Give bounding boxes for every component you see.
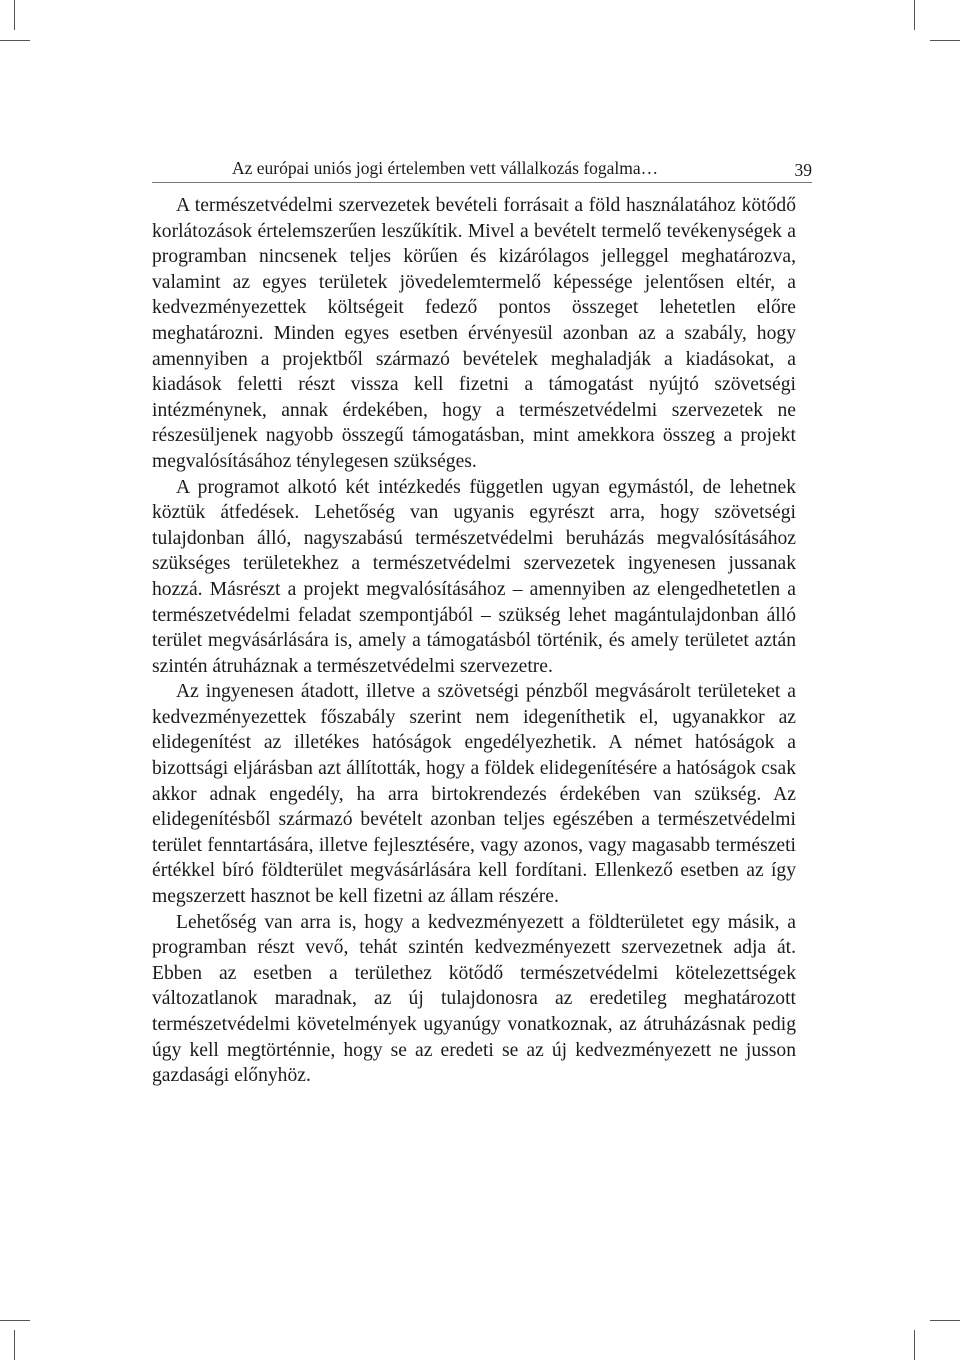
body-text [152, 193, 796, 1089]
paragraph: A természetvédelmi szervezetek bevételi forrásait a föld használatához kötődő korlátozások értelemszerűen leszűkítik. Mivel a bevételt termelő tevékenységek a programban nincsenek teljes körűen és kizárólagos jelleggel meghatározva, valamint az egyes területek jövedelemtermelő képessége jelentősen eltér, a kedvezményezettek költségeit fedező pontos összeget lehetetlen előre meghatározni. Minden egyes esetben érvényesül azonban az a szabály, hogy amennyiben a projektből származó bevételek meghaladják a kiadásokat, a kiadások feletti részt vissza kell fizetni a támogatást nyújtó szövetségi intézménynek, annak érdekében, hogy a természetvédelmi szervezetek ne részesüljenek nagyobb összegű támogatásban, mint amekkora összeg a projekt megvalósításához ténylegesen szükséges. [152, 195, 796, 472]
paragraph: A programot alkotó két intézkedés független ugyan egymástól, de lehetnek köztük átfedések. Lehetőség van ugyanis egyrészt arra, hogy szövetségi tulajdonban álló, nagyszabású természetvédelmi beruházás megvalósításához szükséges területekhez a természetvédelmi szervezetek ingyenesen jussanak hozzá. Másrészt a projekt megvalósításához – amennyiben az elengedhetetlen a természetvédelmi feladat szempontjából – szükség lehet magántulajdonban álló terület megvásárlására is, amely a támogatásból történik, és amely területet aztán szintén átruháznak a természetvédelmi szervezetre. [152, 476, 796, 677]
paragraph: Lehetőség van arra is, hogy a kedvezményezett a földterületet egy másik, a programban részt vevő, tehát szintén kedvezményezett szervezetnek adja át. Ebben az esetben a területhez kötődő természetvédelmi kötelezettségek változatlanok maradnak, az új tulajdonosra az eredetileg meghatározott természetvédelmi követelmények ugyanúgy vonatkoznak, az átruházásnak pedig úgy kell megtörténnie, hogy se az eredeti se az új kedvezményezett ne jusson gazdasági előnyhöz. [152, 911, 796, 1087]
paragraph: Az ingyenesen átadott, illetve a szövetségi pénzből megvásárolt területeket a kedvezményezettek főszabály szerint nem idegeníthetik el, ugyanakkor az elidegenítést az illetékes hatóságok engedélyezhetik. A német hatóságok a bizottsági eljárásban azt állították, hogy a földek elidegenítésére a hatóságok csak akkor adnak engedély, ha arra birtokrendezés érdekében van szükség. Az elidegenítésből származó bevételt azonban teljes egészében a természetvédelmi terület fenntartására, illetve fejlesztésére, vagy azonos, vagy magasabb természeti értékkel bíró földterület megvásárlására kell fordítani. Ellenkező esetben az így megszerzett hasznot be kell fizetni az állam részére. [152, 681, 796, 908]
crop-mark-left-top [0, 40, 30, 41]
crop-mark-left-bottom [0, 1320, 30, 1321]
crop-mark-right-top [930, 40, 960, 41]
crop-mark-bottom-left [14, 1330, 15, 1360]
running-title: Az európai uniós jogi értelemben vett vállalkozás fogalma… [232, 158, 659, 178]
running-header [152, 156, 812, 183]
crop-mark-bottom-right [914, 1330, 915, 1360]
crop-mark-right-bottom [930, 1320, 960, 1321]
crop-mark-top-left [14, 0, 15, 30]
page-number: 39 [794, 160, 812, 180]
crop-mark-top-right [914, 0, 915, 30]
